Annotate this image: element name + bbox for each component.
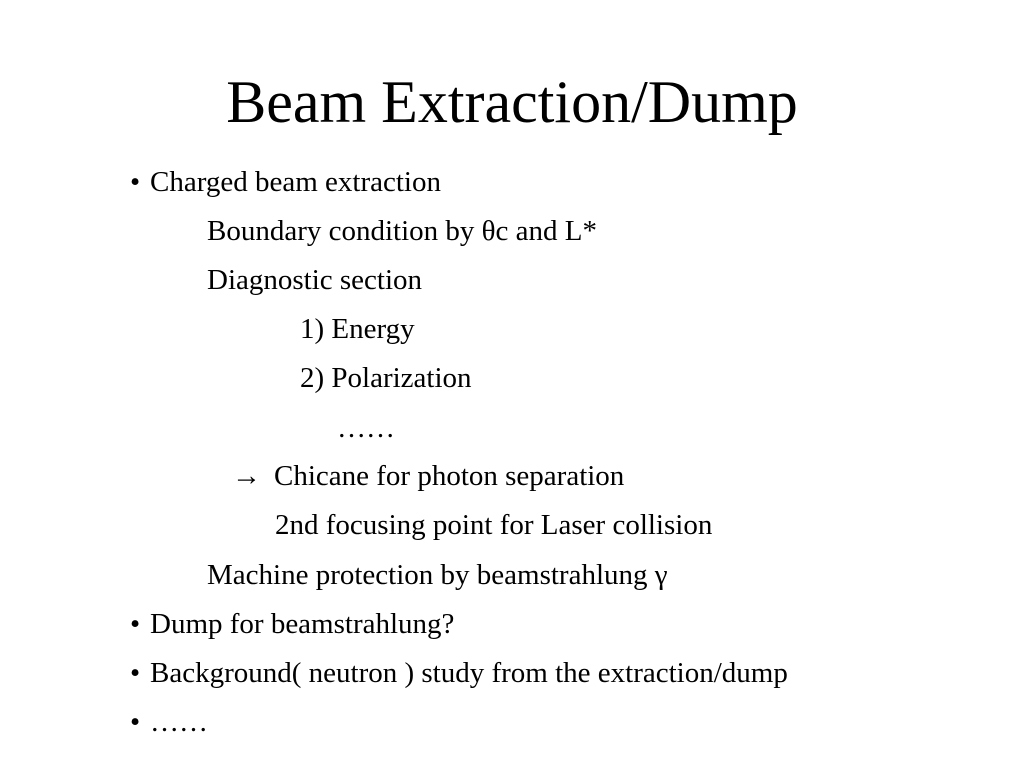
bullet-icon: • bbox=[130, 166, 141, 198]
bullet-item bbox=[130, 704, 208, 740]
slide-title: Beam Extraction/Dump bbox=[226, 69, 798, 135]
sub-item: 2nd focusing point for Laser collision bbox=[275, 509, 713, 541]
bullet-text: Charged beam extraction bbox=[150, 166, 441, 198]
bullet-text: …… bbox=[150, 706, 208, 738]
bullet-item bbox=[130, 606, 454, 642]
arrow-item bbox=[232, 458, 624, 494]
bullet-icon: • bbox=[130, 657, 141, 689]
sub-item: Diagnostic section bbox=[207, 264, 423, 296]
bullet-icon: • bbox=[130, 706, 141, 738]
ellipsis-item: …… bbox=[337, 412, 395, 444]
sub-item: Boundary condition by θc and L* bbox=[207, 215, 598, 247]
bullet-item bbox=[130, 164, 441, 200]
bullet-icon: • bbox=[130, 608, 141, 640]
arrow-item-text: Chicane for photon separation bbox=[274, 460, 625, 492]
bullet-item bbox=[130, 655, 788, 691]
sub-sub-item: 1) Energy bbox=[300, 313, 415, 345]
sub-item: Machine protection by beamstrahlung γ bbox=[207, 559, 668, 591]
bullet-text: Background( neutron ) study from the extraction/dump bbox=[150, 657, 788, 689]
bullet-text: Dump for beamstrahlung? bbox=[150, 608, 455, 640]
right-arrow-icon: → bbox=[232, 460, 261, 492]
sub-sub-item: 2) Polarization bbox=[300, 362, 472, 394]
